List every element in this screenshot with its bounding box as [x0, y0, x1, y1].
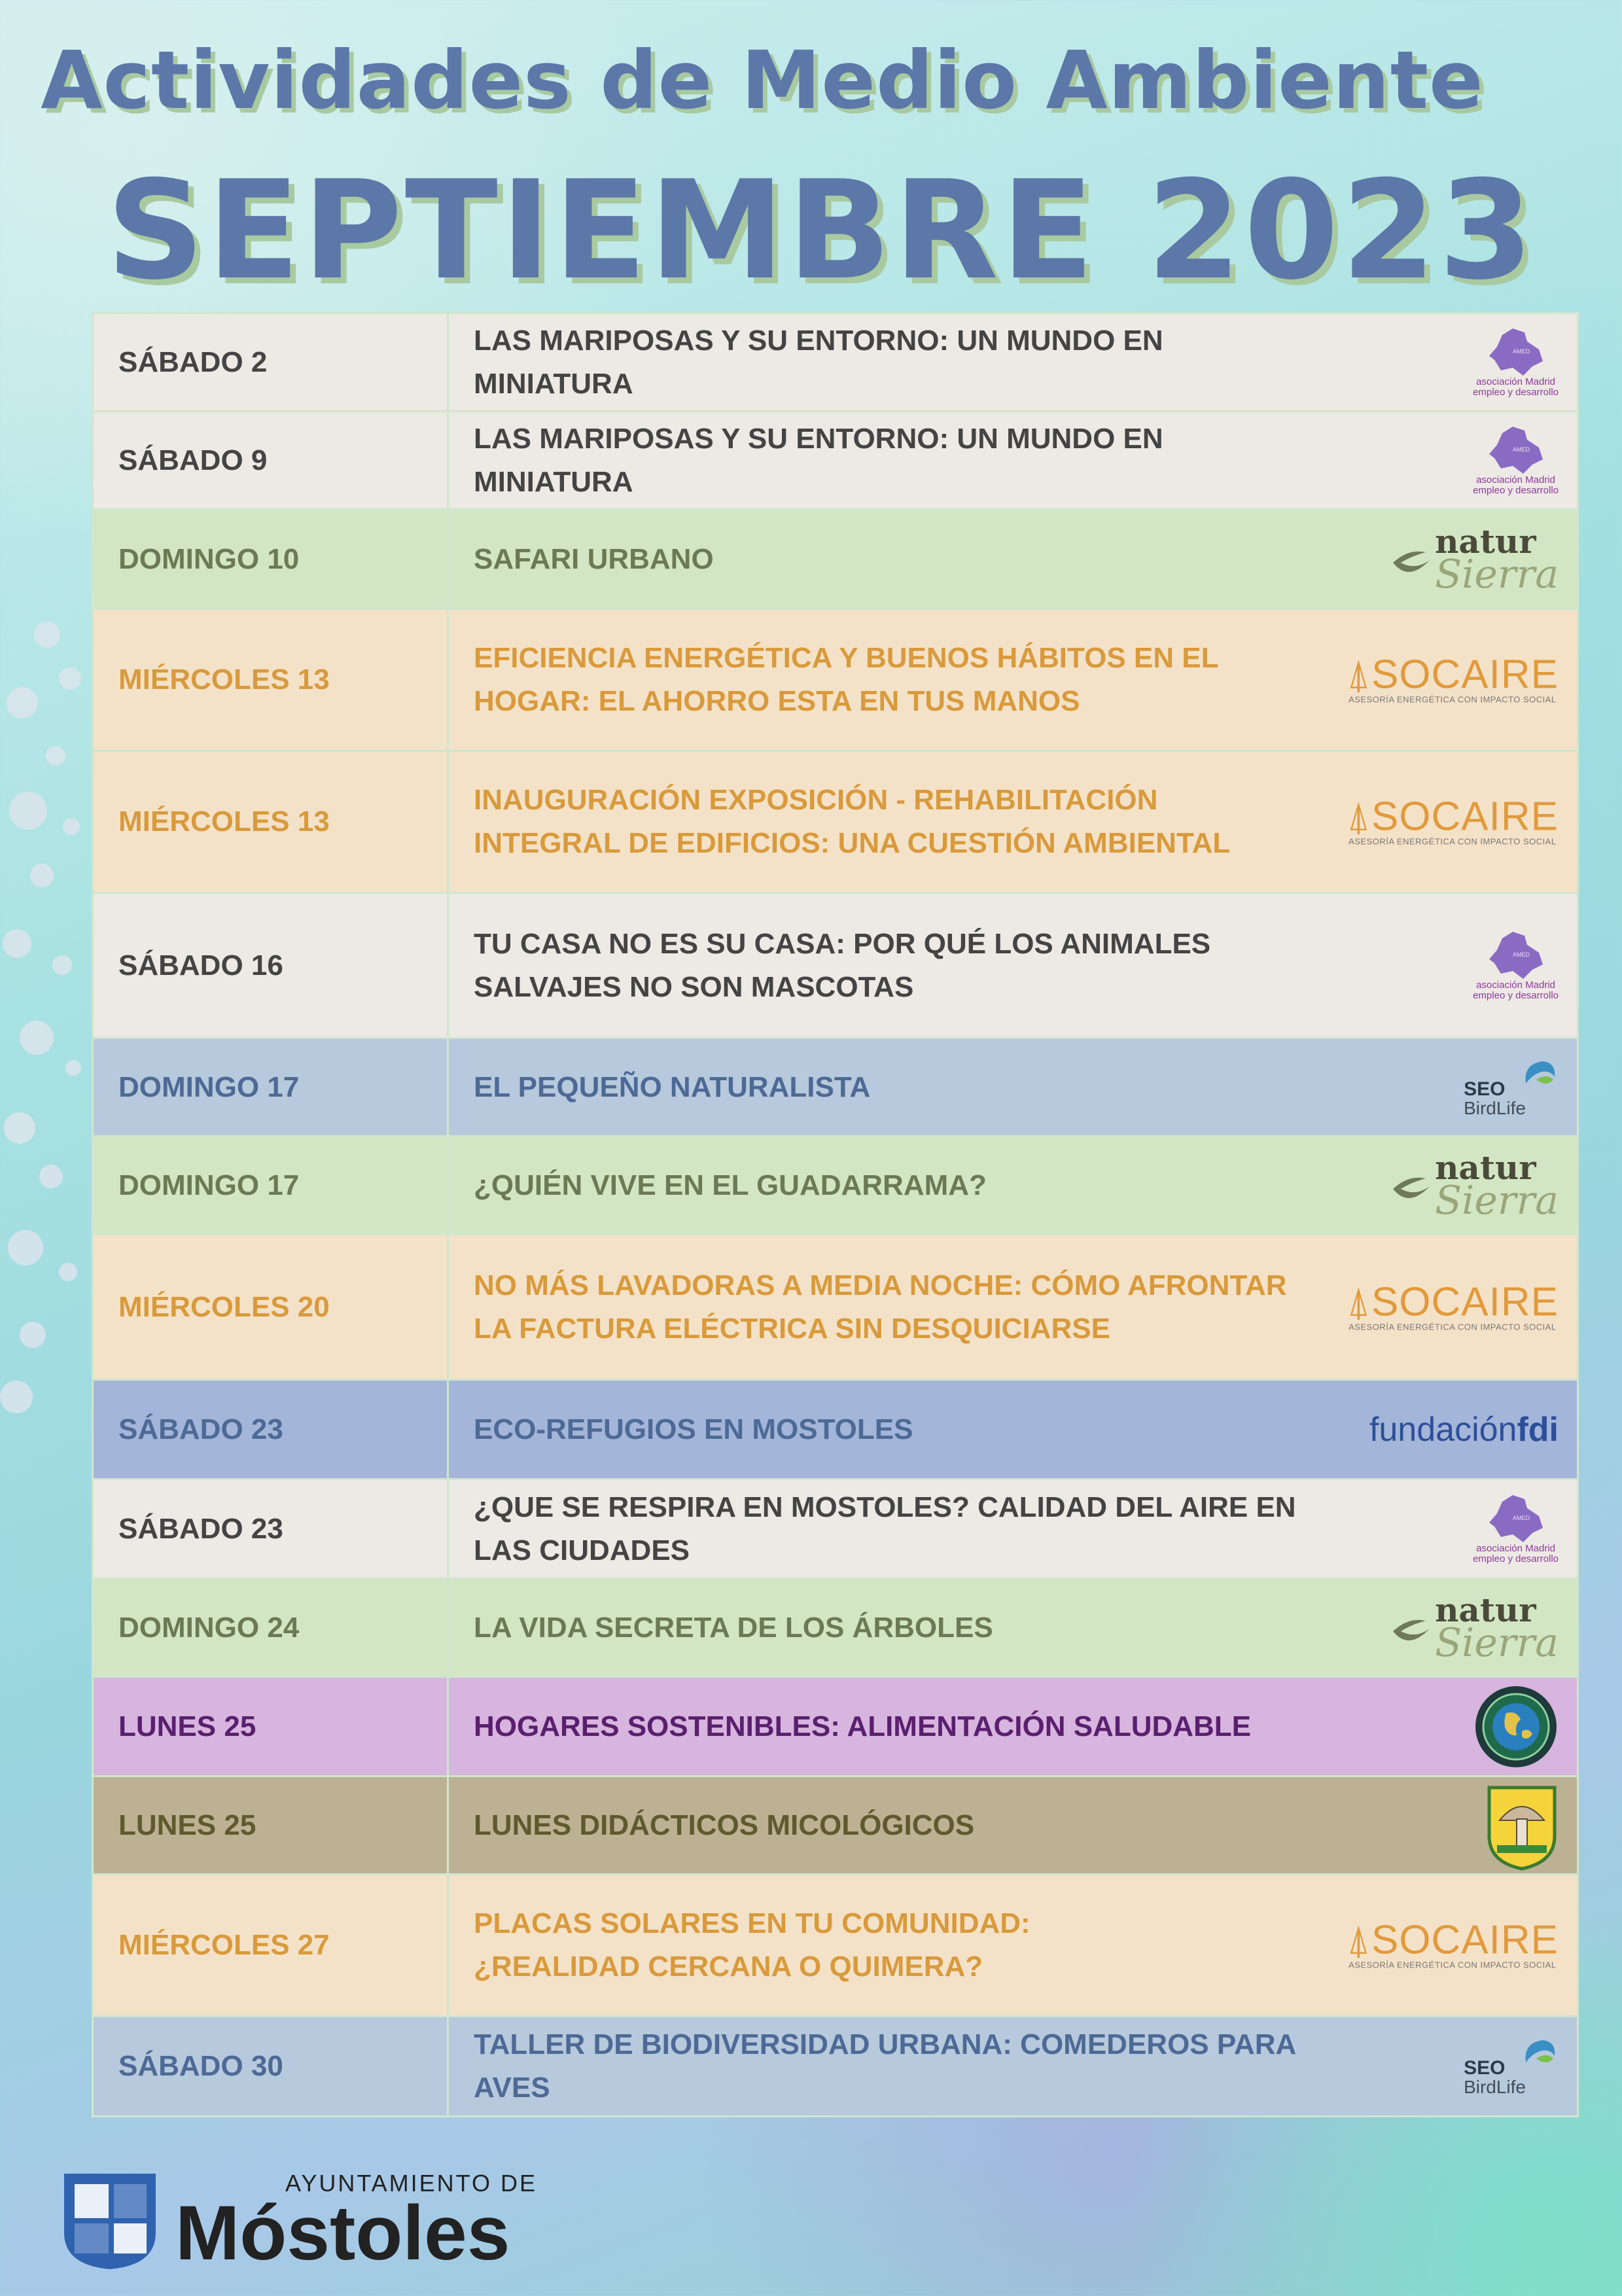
fdi-part2: fdi — [1517, 1410, 1559, 1449]
mostoles-shield-icon — [58, 2167, 162, 2272]
madrid-map-icon — [1487, 327, 1545, 377]
table-row — [94, 894, 1577, 1039]
row-activity: ¿QUIÉN VIVE EN EL GUADARRAMA? — [474, 1169, 987, 1201]
row-date: DOMINGO 17 — [94, 1039, 449, 1135]
row-activity: SAFARI URBANO — [474, 542, 714, 575]
row-date: LUNES 25 — [94, 1678, 449, 1775]
table-row — [94, 510, 1577, 610]
table-row — [94, 752, 1577, 894]
natursierra-bottom: Sierra — [1435, 1619, 1559, 1666]
row-date: SÁBADO 23 — [94, 1381, 449, 1478]
bird-swoosh-icon — [1389, 537, 1435, 582]
seo-top: SEO — [1464, 2057, 1506, 2079]
fdi-part1: fundación — [1369, 1410, 1517, 1449]
amed-line1: asociación Madrid — [1476, 979, 1555, 991]
row-activity: LA VIDA SECRETA DE LOS ÁRBOLES — [474, 1611, 993, 1644]
row-date: SÁBADO 23 — [94, 1480, 449, 1578]
row-activity: ¿QUE SE RESPIRA EN MOSTOLES? CALIDAD DEL AIRE EN LAS CIUDADES — [474, 1491, 1296, 1566]
amed-line1: asociación Madrid — [1476, 474, 1555, 486]
row-date: MIÉRCOLES 27 — [94, 1875, 449, 2015]
row-date: SÁBADO 30 — [94, 2017, 449, 2115]
row-date: DOMINGO 17 — [94, 1137, 449, 1233]
natursierra-top: natur — [1435, 1590, 1536, 1629]
svg-text:AMED: AMED — [1512, 446, 1530, 453]
row-activity: PLACAS SOLARES EN TU COMUNIDAD: ¿REALIDAD CERCANA O QUIMERA? — [474, 1907, 1031, 1983]
organizer-logo — [1464, 1057, 1559, 1118]
socaire-tagline: ASESORÍA ENERGÉTICA CON IMPACTO SOCIAL — [1349, 1960, 1557, 1970]
organizer-logo — [1369, 1410, 1559, 1449]
seo-bottom: BirdLife — [1464, 1097, 1526, 1118]
amed-line2: empleo y desarrollo — [1473, 386, 1559, 398]
madrid-map-icon — [1487, 1494, 1545, 1544]
table-row — [94, 1875, 1577, 2017]
organizer-logo — [1389, 1148, 1559, 1224]
table-row — [94, 1480, 1577, 1580]
row-date: LUNES 25 — [94, 1777, 449, 1873]
organizer-logo — [1346, 1917, 1559, 1970]
natursierra-top: natur — [1435, 521, 1536, 561]
page-title: Actividades de Medio Ambiente — [41, 34, 1484, 127]
socaire-name: ⍋SOCAIRE — [1346, 652, 1559, 698]
organizer-logo — [1485, 1780, 1559, 1871]
globe-badge-icon — [1473, 1684, 1559, 1769]
socaire-name: ⍋SOCAIRE — [1346, 1279, 1559, 1324]
amed-line2: empleo y desarrollo — [1473, 1553, 1559, 1564]
row-activity: NO MÁS LAVADORAS A MEDIA NOCHE: CÓMO AFRONTAR LA FACTURA ELÉCTRICA SIN DESQUICIARSE — [474, 1269, 1287, 1345]
row-activity: TU CASA NO ES SU CASA: POR QUÉ LOS ANIMALES SALVAJES NO SON MASCOTAS — [474, 927, 1211, 1003]
madrid-map-icon — [1487, 425, 1545, 475]
socaire-tagline: ASESORÍA ENERGÉTICA CON IMPACTO SOCIAL — [1349, 694, 1557, 705]
table-row — [94, 1381, 1577, 1480]
seo-bird-icon — [1521, 2036, 1559, 2078]
row-date: SÁBADO 16 — [94, 894, 449, 1037]
table-row — [94, 2017, 1577, 2115]
table-row — [94, 314, 1577, 412]
organizer-logo — [1389, 1590, 1559, 1666]
row-activity: LUNES DIDÁCTICOS MICOLÓGICOS — [474, 1809, 975, 1841]
table-row — [94, 1777, 1577, 1875]
row-activity: LAS MARIPOSAS Y SU ENTORNO: UN MUNDO EN MINIATURA — [474, 324, 1163, 400]
row-activity: LAS MARIPOSAS Y SU ENTORNO: UN MUNDO EN MINIATURA — [474, 422, 1163, 498]
amed-line1: asociación Madrid — [1476, 376, 1555, 387]
page-subtitle: SEPTIEMBRE 2023 — [106, 152, 1536, 310]
table-row — [94, 1039, 1577, 1137]
organizer-logo — [1473, 425, 1559, 496]
row-date: DOMINGO 10 — [94, 510, 449, 608]
amed-line2: empleo y desarrollo — [1473, 484, 1559, 496]
table-row — [94, 1580, 1577, 1678]
svg-text:AMED: AMED — [1512, 1514, 1530, 1521]
organizer-logo — [1389, 521, 1559, 597]
organizer-logo — [1473, 327, 1559, 398]
table-row — [94, 1235, 1577, 1381]
natursierra-bottom: Sierra — [1435, 551, 1559, 597]
bird-swoosh-icon — [1389, 1163, 1435, 1209]
table-row — [94, 412, 1577, 510]
row-activity: EL PEQUEÑO NATURALISTA — [474, 1070, 871, 1103]
activities-table — [92, 312, 1579, 2117]
seo-top: SEO — [1464, 1078, 1506, 1100]
footer-small-text: AYUNTAMIENTO DE — [285, 2170, 538, 2197]
organizer-logo — [1473, 1684, 1559, 1769]
natursierra-bottom: Sierra — [1435, 1177, 1559, 1224]
table-row — [94, 1678, 1577, 1777]
footer-big-text: Móstoles — [175, 2190, 510, 2276]
amed-line2: empleo y desarrollo — [1473, 989, 1559, 1001]
row-activity: HOGARES SOSTENIBLES: ALIMENTACIÓN SALUDABLE — [474, 1710, 1252, 1742]
row-activity: TALLER DE BIODIVERSIDAD URBANA: COMEDEROS PARA AVES — [474, 2028, 1296, 2104]
row-activity: ECO-REFUGIOS EN MOSTOLES — [474, 1413, 913, 1445]
row-date: DOMINGO 24 — [94, 1580, 449, 1676]
organizer-logo — [1346, 1279, 1559, 1332]
organizer-logo — [1473, 1494, 1559, 1564]
svg-text:AMED: AMED — [1512, 951, 1530, 958]
natursierra-top: natur — [1435, 1148, 1536, 1187]
svg-text:AMED: AMED — [1512, 347, 1530, 355]
organizer-logo — [1473, 930, 1559, 1001]
row-date: SÁBADO 9 — [94, 412, 449, 508]
row-date: MIÉRCOLES 20 — [94, 1235, 449, 1379]
socaire-tagline: ASESORÍA ENERGÉTICA CON IMPACTO SOCIAL — [1349, 836, 1557, 847]
seo-bottom: BirdLife — [1464, 2077, 1526, 2097]
table-row — [94, 610, 1577, 752]
organizer-logo — [1346, 652, 1559, 705]
bird-swoosh-icon — [1389, 1605, 1435, 1651]
socaire-tagline: ASESORÍA ENERGÉTICA CON IMPACTO SOCIAL — [1349, 1322, 1557, 1332]
row-date: SÁBADO 2 — [94, 314, 449, 410]
row-activity: EFICIENCIA ENERGÉTICA Y BUENOS HÁBITOS EN EL HOGAR: EL AHORRO ESTA EN TUS MANOS — [474, 642, 1219, 717]
row-date: MIÉRCOLES 13 — [94, 610, 449, 750]
table-row — [94, 1137, 1577, 1235]
socaire-name: ⍋SOCAIRE — [1346, 1917, 1559, 1963]
seo-bird-icon — [1521, 1057, 1559, 1099]
footer-logo — [58, 2167, 538, 2276]
mushroom-shield-icon — [1485, 1780, 1559, 1871]
decorative-dots — [0, 602, 105, 1453]
row-activity: INAUGURACIÓN EXPOSICIÓN - REHABILITACIÓN INTEGRAL DE EDIFICIOS: UNA CUESTIÓN AMBIENTAL — [474, 784, 1231, 859]
row-date: MIÉRCOLES 13 — [94, 752, 449, 892]
socaire-name: ⍋SOCAIRE — [1346, 794, 1559, 839]
madrid-map-icon — [1487, 930, 1545, 980]
organizer-logo — [1464, 2036, 1559, 2096]
amed-line1: asociación Madrid — [1476, 1542, 1555, 1554]
organizer-logo — [1346, 794, 1559, 847]
